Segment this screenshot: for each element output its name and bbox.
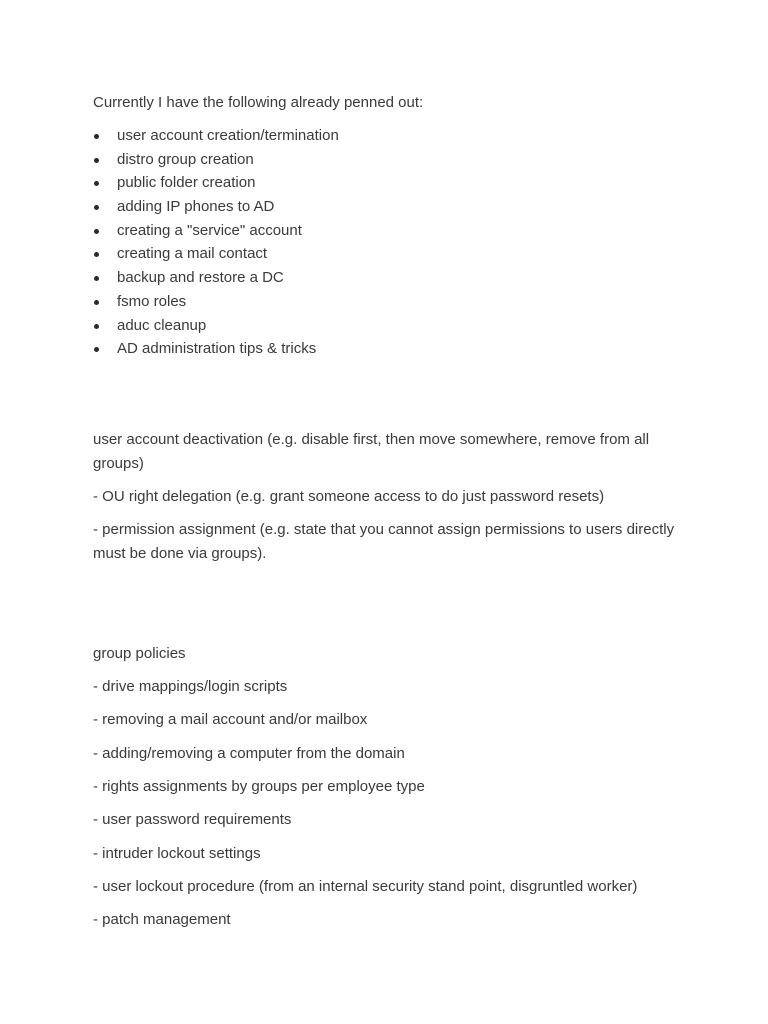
intro-text: Currently I have the following already penned out: (93, 94, 424, 111)
list-item-label: aduc cleanup (117, 316, 207, 334)
paragraph-item: - drive mappings/login scripts (93, 678, 288, 695)
bullet-icon (94, 300, 99, 305)
list-item-label: adding IP phones to AD (117, 198, 275, 216)
paragraph-account-deactivation: user account deactivation (e.g. disable first, then move somewhere, remove from all groups) (93, 431, 650, 472)
bullet-icon (94, 347, 99, 352)
bullet-icon (94, 158, 99, 163)
paragraph-ou-delegation: - OU right delegation (e.g. grant someone access to do just password resets) (93, 488, 605, 505)
list-item-label: creating a mail contact (117, 245, 268, 263)
list-item (93, 290, 339, 314)
list-item (93, 171, 339, 195)
list-item-label: public folder creation (117, 174, 256, 192)
section-heading-group-policies: group policies (93, 645, 186, 662)
bullet-icon (94, 134, 99, 139)
bullet-icon (94, 252, 99, 257)
list-item (93, 195, 339, 219)
bullet-icon (94, 181, 99, 186)
list-item-label: distro group creation (117, 150, 254, 168)
list-item (93, 314, 339, 338)
bullet-icon (94, 276, 99, 281)
paragraph-item: - intruder lockout settings (93, 845, 261, 862)
list-item-label: user account creation/termination (117, 127, 339, 144)
bullet-icon (94, 205, 99, 210)
list-item (93, 242, 339, 266)
list-item-label: backup and restore a DC (117, 269, 284, 287)
bullet-icon (94, 324, 99, 329)
paragraph-item: - patch management (93, 911, 231, 928)
list-item (93, 219, 339, 243)
paragraph-item: - user password requirements (93, 811, 292, 828)
paragraph-item: - adding/removing a computer from the domain (93, 745, 405, 762)
paragraph-permission-assignment: - permission assignment (e.g. state that you cannot assign permissions to users directly must be done via groups). (93, 521, 675, 562)
list-item (93, 148, 339, 172)
list-item-label: fsmo roles (117, 292, 187, 310)
list-item-label: AD administration tips & tricks (117, 340, 317, 358)
bullet-icon (94, 229, 99, 234)
paragraph-item: - removing a mail account and/or mailbox (93, 711, 368, 728)
task-bullet-list (93, 124, 339, 361)
list-item (93, 266, 339, 290)
list-item (93, 124, 339, 148)
list-item-label: creating a "service" account (117, 221, 302, 239)
paragraph-item: - user lockout procedure (from an internal security stand point, disgruntled worker) (93, 878, 638, 895)
paragraph-item: - rights assignments by groups per employee type (93, 778, 425, 795)
list-item (93, 337, 339, 361)
